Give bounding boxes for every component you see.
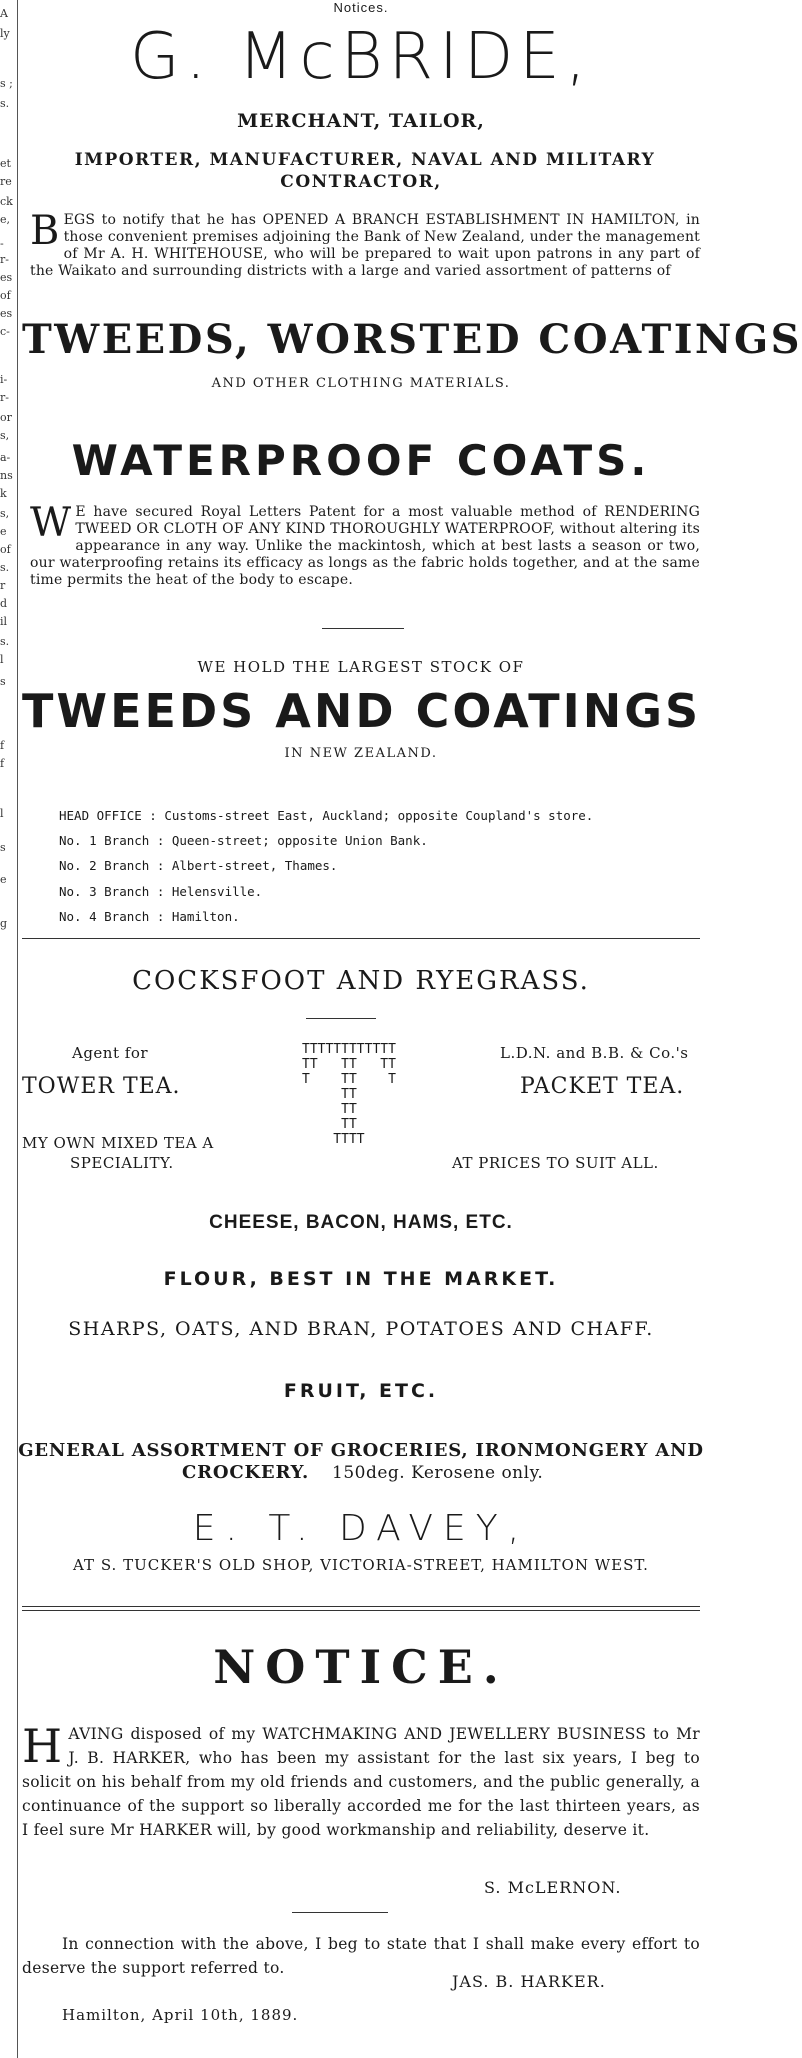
signature-mclernon: S. McLERNON. xyxy=(484,1878,622,1897)
mcbride-line1: MERCHANT, TAILOR, xyxy=(237,110,485,132)
ad-separator-1 xyxy=(22,938,700,939)
fruit-etc: FRUIT, ETC. xyxy=(283,1380,439,1402)
begs-dropcap: B xyxy=(30,208,60,254)
tweeds-worsted-heading: TWEEDS, WORSTED COATINGS xyxy=(22,316,802,363)
notice-date: Hamilton, April 10th, 1889. xyxy=(62,2006,299,2024)
notice-text: AVING disposed of my WATCHMAKING AND JEWELLERY BUSINESS to Mr J. B. HARKER, who has been my assistant for the last six years, I beg to solicit on his behalf from my old friends and customers, and the public generally, a continuance of the support so liberally accorded me for the last thirteen years, as I feel sure Mr HARKER will, by good workmanship and reliability, deserve it. xyxy=(22,1725,700,1839)
office-branch-4: No. 4 Branch : Hamilton. xyxy=(59,909,240,924)
margin-fragment: s. xyxy=(0,97,10,110)
office-branch-2: No. 2 Branch : Albert-street, Thames. xyxy=(59,858,338,873)
begs-text: EGS to notify that he has OPENED A BRANCH ESTABLISHMENT IN HAMILTON, in those convenient premises adjoining the Bank of New Zealand, under the management of Mr A. H. WHITEHOUSE, who will be prepared to wait upon patrons in any part of the Waikato and surrounding districts with a large and varied assortment of patterns of xyxy=(30,212,700,279)
sharps-oats: SHARPS, OATS, AND BRAN, POTATOES AND CHAFF. xyxy=(68,1318,654,1340)
tt-monogram-line: TT TT TT xyxy=(302,1057,396,1072)
margin-fragment: s. xyxy=(0,561,10,574)
mcbride-name: G. McBRIDE, xyxy=(130,20,592,94)
we-dropcap: W xyxy=(30,500,72,546)
notice-paragraph xyxy=(22,1719,700,1842)
margin-fragment: ns xyxy=(0,469,13,482)
divider-short xyxy=(322,628,404,629)
kerosene: 150deg. Kerosene only. xyxy=(332,1463,544,1483)
mcbride-line2: IMPORTER, MANUFACTURER, NAVAL AND MILITARY xyxy=(74,150,656,170)
mcbride-line3: CONTRACTOR, xyxy=(280,172,442,192)
margin-fragment: ly xyxy=(0,27,10,40)
cocksfoot-heading: COCKSFOOT AND RYEGRASS. xyxy=(132,966,590,996)
tt-monogram-line: TTTT xyxy=(302,1132,365,1147)
tt-monogram-line: TTTTTTTTTTTT xyxy=(302,1042,396,1057)
margin-fragment: e xyxy=(0,873,7,886)
tt-monogram-line: TT xyxy=(302,1117,357,1132)
margin-fragment: r- xyxy=(0,391,9,404)
agent-for: Agent for xyxy=(72,1044,149,1062)
tower-tea: TOWER TEA. xyxy=(22,1074,181,1099)
signature-harker: JAS. B. HARKER. xyxy=(452,1972,606,1991)
margin-fragment: et xyxy=(0,157,11,170)
margin-fragment: - xyxy=(0,237,4,250)
margin-fragment: A xyxy=(0,7,8,20)
prices-suit-all: AT PRICES TO SUIT ALL. xyxy=(452,1154,659,1172)
column-header: Notices. xyxy=(333,0,389,15)
other-materials: AND OTHER CLOTHING MATERIALS. xyxy=(211,376,511,391)
tt-monogram xyxy=(302,1042,422,1147)
ldn-agent: L.D.N. and B.B. & Co.'s xyxy=(500,1044,689,1062)
general-assortment: GENERAL ASSORTMENT OF GROCERIES, IRONMONGERY AND xyxy=(18,1440,704,1461)
own-mixed-1: MY OWN MIXED TEA A xyxy=(22,1134,214,1152)
margin-fragment: of xyxy=(0,543,11,556)
margin-fragment: l xyxy=(0,807,4,820)
we-text: E have secured Royal Letters Patent for a most valuable method of RENDERING TWEED OR CLOTH OF ANY KIND THOROUGHLY WATERPROOF, without altering its appearance in any way. Unlike the mackintosh, which at best lasts a season or two, our waterproofing retains its efficacy as longs as the fabric holds together, and at the same time permits the heat of the body to escape. xyxy=(30,504,700,588)
notice-dropcap: H xyxy=(22,1719,63,1773)
flour-best: FLOUR, BEST IN THE MARKET. xyxy=(163,1268,559,1290)
office-head: HEAD OFFICE : Customs-street East, Auckland; opposite Coupland's store. xyxy=(59,808,594,823)
margin-fragment: a- xyxy=(0,451,11,464)
office-branch-1: No. 1 Branch : Queen-street; opposite Union Bank. xyxy=(59,833,428,848)
waterproof-paragraph xyxy=(30,500,700,589)
margin-fragment: r- xyxy=(0,253,9,266)
office-branch-3: No. 3 Branch : Helensville. xyxy=(59,884,263,899)
margin-fragment: s xyxy=(0,675,6,688)
divider-cocksfoot xyxy=(306,1018,376,1019)
tweeds-coatings-heading: TWEEDS AND COATINGS xyxy=(22,684,702,738)
general-crockery: CROCKERY. xyxy=(182,1462,310,1483)
margin-fragment: f xyxy=(0,757,5,770)
ad-separator-2a xyxy=(22,1606,700,1607)
margin-fragment: es xyxy=(0,271,13,284)
margin-fragment: l xyxy=(0,653,4,666)
begs-paragraph xyxy=(30,208,700,280)
margin-fragment: i- xyxy=(0,373,8,386)
margin-fragment: ck xyxy=(0,195,13,208)
margin-fragment: s. xyxy=(0,635,10,648)
margin-fragment: e, xyxy=(0,213,11,226)
margin-fragment: es xyxy=(0,307,13,320)
margin-fragment: g xyxy=(0,917,8,930)
connection-paragraph: In connection with the above, I beg to state that I shall make every effort to deserve the support referred to. xyxy=(22,1935,700,1977)
margin-fragment: s xyxy=(0,841,6,854)
margin-fragment: d xyxy=(0,597,8,610)
packet-tea: PACKET TEA. xyxy=(520,1074,685,1099)
margin-fragment: or xyxy=(0,411,12,424)
tt-monogram-line: TT xyxy=(302,1087,357,1102)
margin-fragment: k xyxy=(0,487,7,500)
margin-fragment: f xyxy=(0,739,5,752)
cheese-bacon-hams: CHEESE, BACON, HAMS, ETC. xyxy=(209,1212,513,1233)
ad-separator-2b xyxy=(22,1610,700,1611)
margin-fragment: s, xyxy=(0,507,10,520)
davey-address: AT S. TUCKER'S OLD SHOP, VICTORIA-STREET, HAMILTON WEST. xyxy=(73,1556,649,1574)
divider-notice xyxy=(292,1912,388,1913)
in-new-zealand: IN NEW ZEALAND. xyxy=(284,746,438,761)
largest-stock: WE HOLD THE LARGEST STOCK OF xyxy=(197,658,525,676)
margin-fragment: re xyxy=(0,175,12,188)
column-rule xyxy=(17,0,18,2058)
tt-monogram-line: TT xyxy=(302,1102,357,1117)
tt-monogram-line: T TT T xyxy=(302,1072,396,1087)
notice-heading: NOTICE. xyxy=(213,1640,509,1694)
own-mixed-2: SPECIALITY. xyxy=(70,1154,174,1172)
margin-fragment: c- xyxy=(0,325,10,338)
margin-fragment: of xyxy=(0,289,11,302)
margin-fragment: e xyxy=(0,525,7,538)
waterproof-heading: WATERPROOF COATS. xyxy=(71,436,651,485)
margin-fragment: r xyxy=(0,579,6,592)
margin-fragment: il xyxy=(0,615,8,628)
davey-name: E. T. DAVEY, xyxy=(192,1508,530,1549)
margin-fragment: s ; xyxy=(0,77,13,90)
margin-fragment: s, xyxy=(0,429,10,442)
left-margin-fragments xyxy=(0,0,16,2058)
